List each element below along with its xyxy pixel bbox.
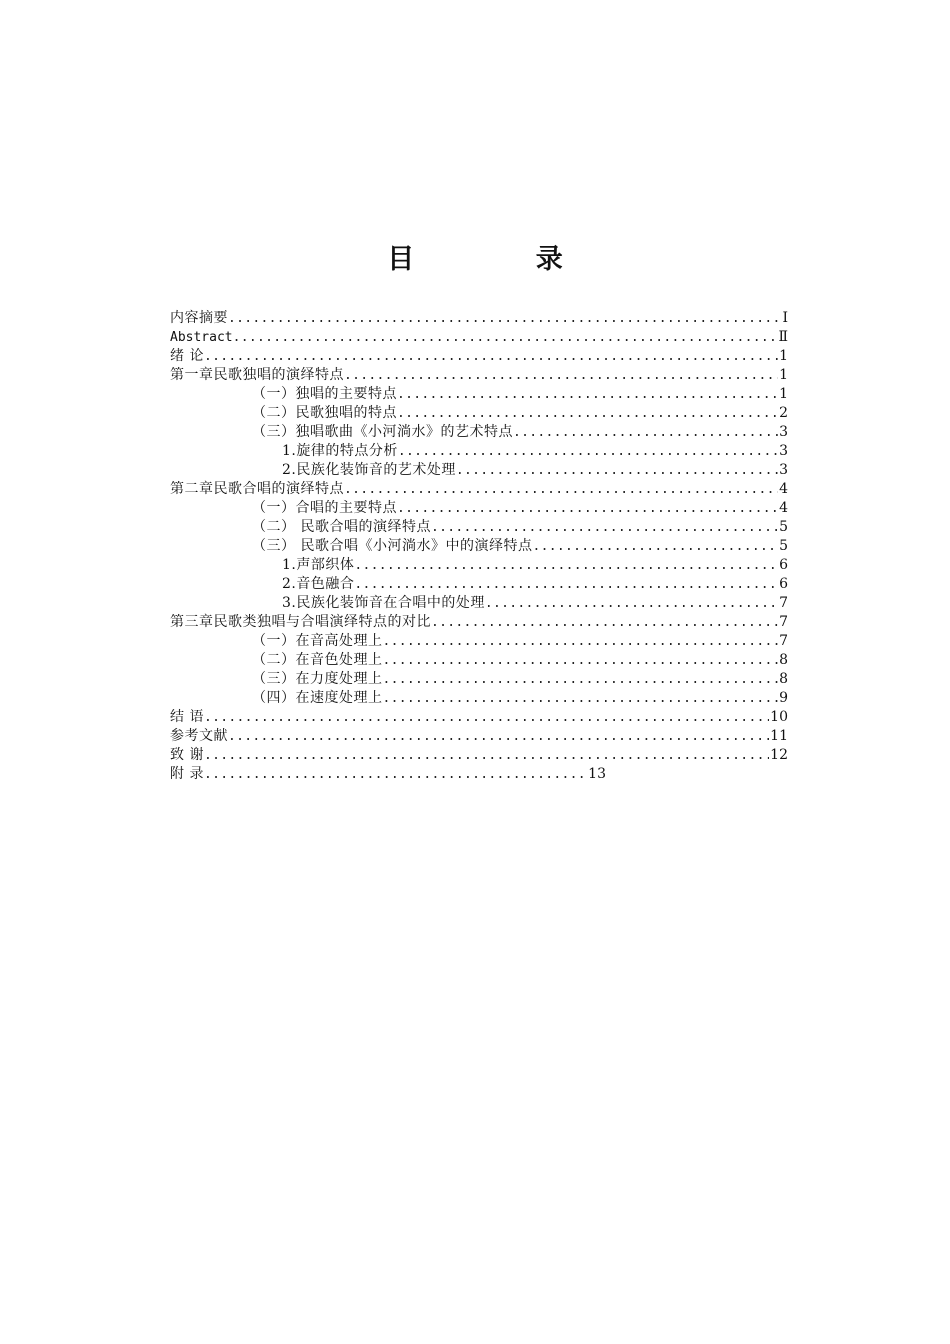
toc-entry-chapter-1[interactable] [170,366,788,385]
toc-entry-page: 13 [588,766,606,782]
toc-entry-page: 5 [779,519,788,535]
toc-entry-subsection[interactable] [170,442,788,461]
toc-entry-label: 第一章民歌独唱的演绎特点 [170,367,344,383]
toc-entry-section[interactable] [170,404,788,423]
toc-entry-label: （三） 民歌合唱《小河淌水》中的演绎特点 [252,538,533,554]
dot-leader [228,309,781,328]
toc-entry-label: （二） 民歌合唱的演绎特点 [252,519,431,535]
toc-entry-page: 2 [779,405,788,421]
toc-entry-label: 参考文献 [170,728,228,744]
toc-entry-appendix[interactable] [170,765,606,784]
toc-entry-label: （二）在音色处理上 [252,652,383,668]
toc-entry-page: 10 [770,709,788,725]
dot-leader [344,480,778,499]
toc-entry-section[interactable] [170,518,788,537]
toc-entry-page: 3 [779,424,788,440]
dot-leader [228,727,769,746]
toc-entry-references[interactable] [170,727,788,746]
toc-entry-label: （二）民歌独唱的特点 [252,405,397,421]
toc-entry-label: 结 语 [170,709,204,725]
toc-entry-page: 1 [779,367,788,383]
toc-entry-label: 3.民族化装饰音在合唱中的处理 [282,595,485,611]
toc-entry-page: 3 [779,443,788,459]
dot-leader [456,461,778,480]
toc-entry-label: 附 录 [170,766,204,782]
toc-entry-page: 8 [779,671,788,687]
toc-entry-page: 7 [779,633,788,649]
dot-leader [398,442,778,461]
toc-entry-section[interactable] [170,423,788,442]
toc-entry-label: 2.音色融合 [282,576,355,592]
dot-leader [204,347,778,366]
dot-leader [354,575,778,594]
toc-entry-label: （三）独唱歌曲《小河淌水》的艺术特点 [252,424,513,440]
toc-entry-page: 6 [779,576,788,592]
toc-entry-page: 7 [779,595,788,611]
toc-entry-label: （一）在音高处理上 [252,633,383,649]
dot-leader [354,556,778,575]
toc-entry-page: 8 [779,652,788,668]
toc-entry-chapter-2[interactable] [170,480,788,499]
toc-entry-page: 1 [779,386,788,402]
toc-entry-section[interactable] [170,385,788,404]
dot-leader [431,518,778,537]
toc-entry-abstract-en[interactable] [170,328,788,347]
dot-leader [383,689,779,708]
dot-leader [383,651,779,670]
toc-entry-page: Ⅱ [778,329,788,345]
toc-entry-label: 第二章民歌合唱的演绎特点 [170,481,344,497]
toc-entry-label: 绪 论 [170,348,204,364]
dot-leader [485,594,778,613]
dot-leader [397,385,778,404]
toc-entry-section[interactable] [170,670,788,689]
toc-entry-label: 2.民族化装饰音的艺术处理 [282,462,456,478]
toc-entry-label: （四）在速度处理上 [252,690,383,706]
toc-entry-acknowledgements[interactable] [170,746,788,765]
toc-entry-page: 12 [770,747,788,763]
toc-entry-label: 致 谢 [170,747,204,763]
toc-entry-conclusion[interactable] [170,708,788,727]
toc-entry-label: （三）在力度处理上 [252,671,383,687]
toc-entry-page: 9 [779,690,788,706]
toc-entry-section[interactable] [170,499,788,518]
toc-entry-subsection[interactable] [170,575,788,594]
toc-entry-section[interactable] [170,651,788,670]
toc-entry-section[interactable] [170,537,788,556]
toc-entry-page: 6 [779,557,788,573]
toc-entry-abstract-cn[interactable] [170,309,788,328]
toc-entry-label: 1.旋律的特点分析 [282,443,398,459]
dot-leader [233,328,778,347]
toc-entry-label: 第三章民歌类独唱与合唱演绎特点的对比 [170,614,431,630]
page-title: 目 录 [387,244,619,275]
toc-entry-page: 5 [779,538,788,554]
dot-leader [383,632,779,651]
toc-entry-page: 7 [779,614,788,630]
dot-leader [431,613,778,632]
dot-leader [344,366,778,385]
toc-entry-page: 3 [779,462,788,478]
dot-leader [204,708,769,727]
dot-leader [397,404,778,423]
toc-entry-section[interactable] [170,632,788,651]
toc-entry-label: （一）合唱的主要特点 [252,500,397,516]
dot-leader [204,765,587,784]
toc-entry-chapter-3[interactable] [170,613,788,632]
table-of-contents [170,309,788,784]
toc-entry-label: 内容摘要 [170,310,228,326]
toc-entry-label: 1.声部织体 [282,557,355,573]
toc-entry-subsection[interactable] [170,461,788,480]
dot-leader [397,499,778,518]
dot-leader [204,746,769,765]
toc-entry-page: 4 [779,481,788,497]
toc-entry-introduction[interactable] [170,347,788,366]
dot-leader [532,537,778,556]
toc-entry-section[interactable] [170,689,788,708]
dot-leader [513,423,778,442]
toc-entry-page: Ⅰ [782,310,788,326]
dot-leader [383,670,779,689]
toc-entry-label: Abstract [170,330,233,345]
toc-entry-page: 11 [770,728,788,744]
toc-entry-subsection[interactable] [170,556,788,575]
toc-entry-label: （一）独唱的主要特点 [252,386,397,402]
toc-entry-page: 1 [779,348,788,364]
toc-entry-page: 4 [779,500,788,516]
toc-entry-subsection[interactable] [170,594,788,613]
